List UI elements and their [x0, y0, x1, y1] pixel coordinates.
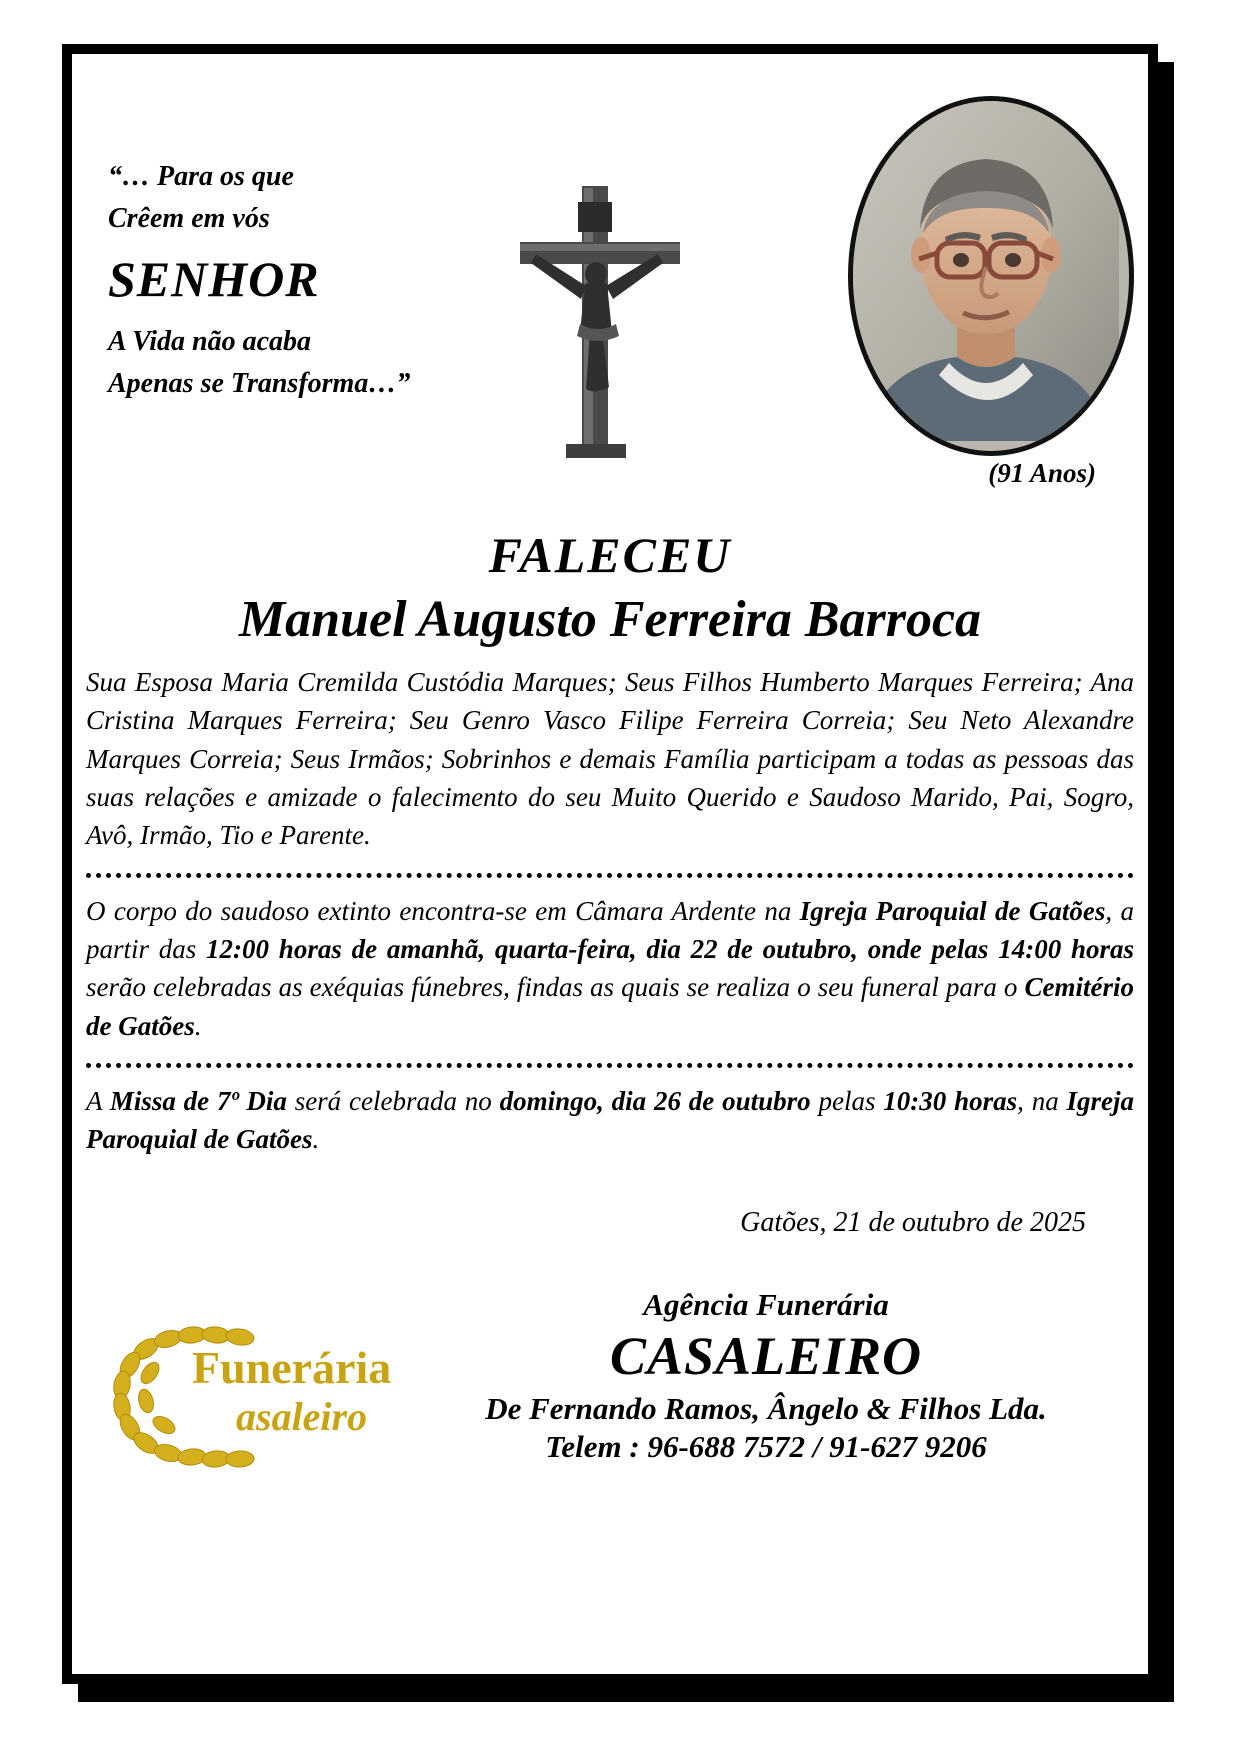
- mass-text-3: pelas: [810, 1085, 884, 1116]
- portrait-photo: [848, 96, 1124, 446]
- verse-lord-word: SENHOR: [108, 251, 320, 307]
- age-label: (91 Anos): [988, 458, 1096, 488]
- agency-label: Agência Funerária: [643, 1286, 889, 1322]
- mass-text-2: será celebrada no: [286, 1085, 500, 1116]
- funeraria-logo: [106, 1313, 426, 1473]
- logo-word-casaleiro: asaleiro: [236, 1393, 368, 1439]
- mass-text-5: .: [312, 1124, 320, 1155]
- place-and-date: Gatões, 21 de outubro de 2025: [740, 1206, 1086, 1238]
- ceremony-text-4: .: [194, 1010, 202, 1041]
- agency-name: CASALEIRO: [609, 1325, 923, 1386]
- ceremony-text-3: serão celebradas as exéquias fúnebres, findas as quais se realiza o seu funeral para o: [86, 972, 1025, 1003]
- mass-date: domingo, dia 26 de outubro: [499, 1085, 811, 1116]
- crucifix-icon: [506, 176, 706, 476]
- verse-line-2: Crêem em vós: [108, 203, 270, 234]
- footer: [86, 1287, 1134, 1537]
- agency-phone: Telem : 96-688 7572 / 91-627 9206: [545, 1428, 987, 1464]
- agency-owner: De Fernando Ramos, Ângelo & Filhos Lda.: [485, 1390, 1047, 1426]
- ceremony-church: Igreja Paroquial de Gatões: [799, 895, 1106, 926]
- mass-paragraph: [86, 1082, 1134, 1159]
- agency-block: [416, 1287, 1116, 1465]
- verse-line-4: Apenas se Transforma…”: [108, 368, 411, 399]
- ceremony-cemetery: Cemitério de Gatões: [86, 972, 1134, 1041]
- mass-title: Missa de 7º Dia: [109, 1085, 287, 1116]
- ceremony-paragraph: [86, 892, 1134, 1045]
- scripture-verse: [108, 156, 508, 405]
- divider-1: [86, 867, 1134, 878]
- ceremony-schedule: 12:00 horas de amanhã, quarta-feira, dia 22 de outubro, onde pelas 14:00 horas: [206, 933, 1134, 964]
- family-paragraph: Sua Esposa Maria Cremilda Custódia Marques; Seus Filhos Humberto Marques Ferreira; Ana Cristina Marques Ferreira; Seu Genro Vasco Filipe Ferreira Correia; Seu Neto Alexandre Marques Correia; Seus Irmãos; Sobrinhos e demais Família participam a todas as pessoas das suas relações e amizade o falecimento do seu Muito Querido e Saudoso Marido, Pai, Sogro, Avô, Irmão, Tio e Parente.: [86, 667, 1134, 851]
- divider-2: [86, 1057, 1134, 1068]
- mass-time: 10:30 horas: [883, 1085, 1018, 1116]
- portrait-oval-frame: [848, 96, 1134, 456]
- mass-text-1: A: [86, 1085, 110, 1116]
- logo-word-funeraria: Funerária: [192, 1341, 392, 1393]
- verse-line-3: A Vida não acaba: [108, 326, 312, 357]
- ceremony-text-1: O corpo do saudoso extinto encontra-se em Câmara Ardente na: [86, 895, 800, 926]
- header-row: [86, 66, 1134, 486]
- deceased-heading: FALECEU: [488, 527, 732, 583]
- obituary-content: [86, 66, 1134, 1662]
- ceremony-text-2: , a partir das: [86, 895, 1134, 964]
- deceased-name: Manuel Augusto Ferreira Barroca: [238, 591, 982, 648]
- verse-line-1: “… Para os que: [108, 161, 294, 192]
- mass-text-4: , na: [1017, 1085, 1067, 1116]
- mass-church: Igreja Paroquial de Gatões: [86, 1085, 1135, 1155]
- portrait-image: [853, 101, 1119, 441]
